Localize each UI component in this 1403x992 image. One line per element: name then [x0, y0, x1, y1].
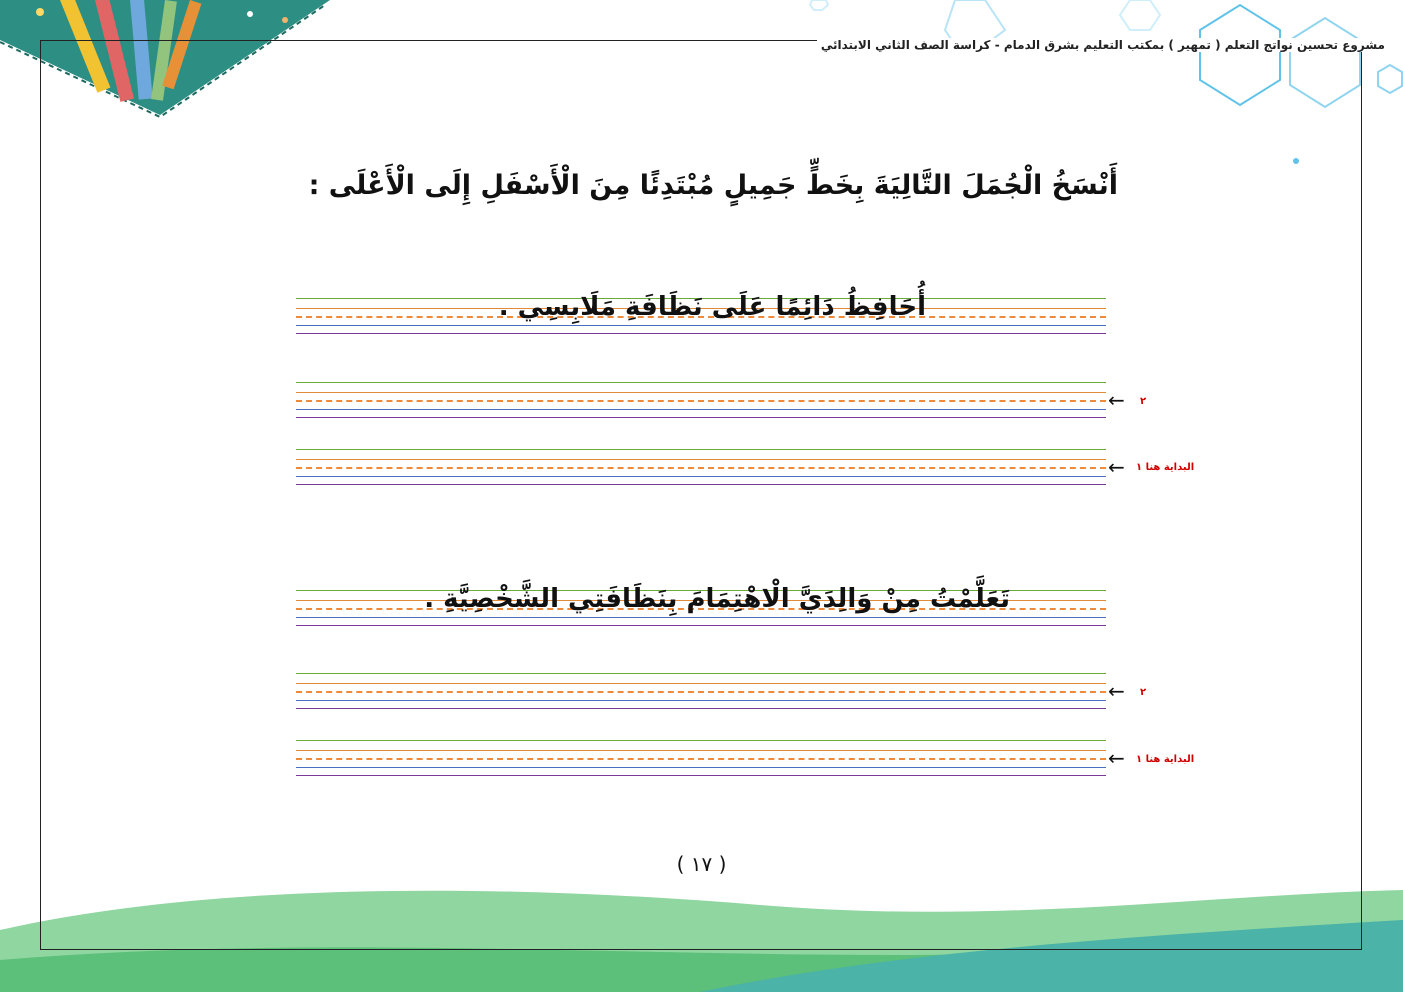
line-label: ٢ — [1140, 396, 1147, 407]
start-here-label: البداية هنا ١ — [1136, 462, 1195, 473]
start-here-label: البداية هنا ١ — [1136, 754, 1195, 765]
model-sentence: أُحَافِظُ دَائِمًا عَلَى نَظَافَةِ مَلَابِسِي . — [498, 292, 926, 322]
writing-line-1[interactable] — [296, 449, 1106, 489]
header-title: مشروع تحسين نواتج التعلم ( تمهير ) بمكتب التعليم بشرق الدمام - كراسة الصف الثاني الابتدائي — [817, 38, 1389, 52]
arrow-left-icon: ← — [1108, 455, 1125, 479]
model-sentence: تَعَلَّمْتُ مِنْ وَالِدَيَّ الْاهْتِمَامَ بِنَظَافَتِي الشَّخْصِيَّةِ . — [424, 584, 1010, 614]
writing-line-2[interactable] — [296, 382, 1106, 422]
writing-line-2[interactable] — [296, 673, 1106, 713]
page-number: ( ١٧ ) — [676, 852, 727, 876]
writing-line-1[interactable] — [296, 740, 1106, 780]
arrow-left-icon: ← — [1108, 746, 1125, 770]
arrow-left-icon: ← — [1108, 679, 1125, 703]
line-label: ٢ — [1140, 687, 1147, 698]
arrow-left-icon: ← — [1108, 388, 1125, 412]
instruction-heading: أَنْسَخُ الْجُمَلَ التَّالِيَةَ بِخَطٍّ جَمِيلٍ مُبْتَدِئًا مِنَ الْأَسْفَلِ إِلَى الْأَعْلَى : — [308, 170, 1118, 201]
